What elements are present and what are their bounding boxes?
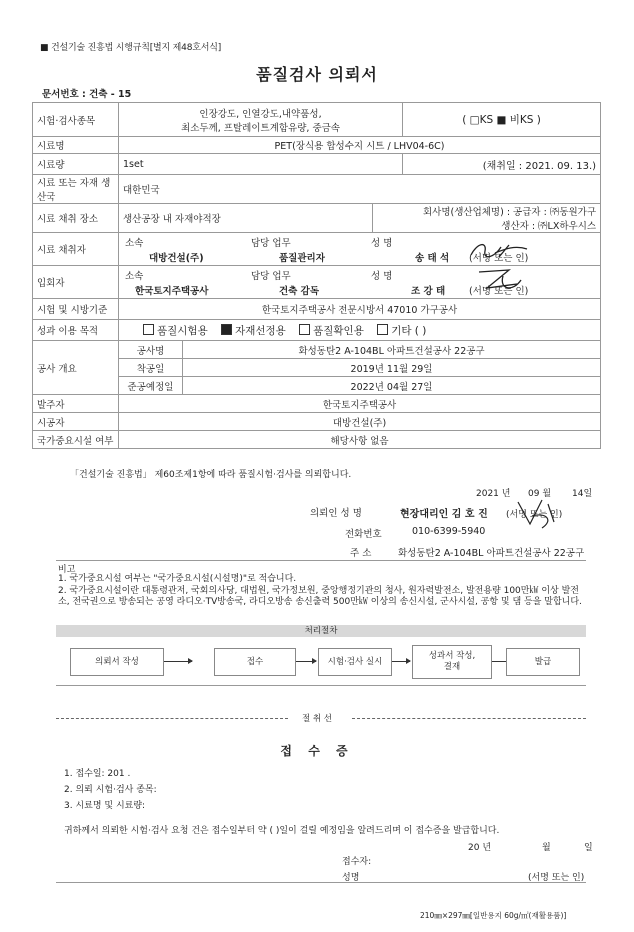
- row-sample-name: [33, 137, 601, 154]
- project-name-label: 공사명: [119, 341, 183, 359]
- purpose-label: 성과 이용 목적: [33, 320, 119, 341]
- remark-1: 1. 국가중요시설 여부는 "국가중요시설(시설명)"로 적습니다.: [58, 574, 297, 584]
- end-date: 2022년 04월 27일: [183, 377, 601, 395]
- row-client: [33, 395, 601, 413]
- request-month: 09 월: [528, 489, 552, 499]
- requester-sign-note: (서명 또는 인): [506, 510, 563, 520]
- process-step-receive: 접수: [214, 648, 296, 676]
- purpose-options: 품질시험용 자재선정용 품질확인용 기타 ( ): [119, 320, 601, 341]
- row-project-end: [33, 377, 601, 395]
- witness-duty: 건축 감독: [279, 286, 320, 297]
- requester-signature: [512, 494, 562, 532]
- receipt-year: 20 년: [468, 843, 492, 853]
- witness-signature: [469, 266, 529, 296]
- row-contractor: [33, 413, 601, 431]
- sampler-name: 송 태 석: [415, 253, 450, 264]
- producer: 생산자 : ㈜LX하우시스: [501, 221, 597, 232]
- row-origin: [33, 175, 601, 204]
- purpose-checkbox-other[interactable]: [377, 324, 388, 335]
- test-items-line2: 최소두께, 프탈레이트계함유량, 중금속: [181, 122, 340, 134]
- receiver-label: 접수자:: [342, 857, 372, 867]
- address-value: 화성동탄2 A-104BL 아파트건설공사 22공구: [398, 548, 585, 559]
- cut-line-right: [352, 718, 586, 719]
- process-step-write: 의뢰서 작성: [70, 648, 164, 676]
- phone-value: 010-6399-5940: [412, 526, 486, 537]
- row-purpose: [33, 320, 601, 341]
- witness-name-label: 성 명: [371, 271, 393, 282]
- receipt-title: 접 수 증: [280, 744, 354, 758]
- cut-line-label: 절 취 선: [301, 714, 333, 724]
- receipt-notice: 귀하께서 의뢰한 시험·검사 요청 건은 접수일부터 약 ( )일이 걸릴 예정임을 알려드리며 이 접수증을 발급합니다.: [64, 826, 500, 836]
- purpose-checkbox-material-selection[interactable]: [221, 324, 232, 335]
- remark-2: 2. 국가중요시설이란 대통령관저, 국회의사당, 대법원, 국가정보원, 중앙행정기관의 청사, 원자력발전소, 발전용량 100만㎾ 이상 발전소, 전국권으로 방송되는 공영 라디오·TV방송국, 라디오방송 송신출력 500만㎾ 이상의 송신시설, 군사시설, 공항 및 댐 등을 말합니다.: [58, 585, 582, 607]
- receipt-day: 일: [584, 843, 593, 853]
- witness-duty-label: 담당 업무: [251, 271, 291, 282]
- witness-label: 입회자: [33, 266, 119, 299]
- remarks-body: [58, 574, 588, 609]
- standard-label: 시험 및 시방기준: [33, 299, 119, 320]
- sampling-date: (채취일 : 2021. 09. 13.): [403, 154, 601, 175]
- paper-spec-footer: 210㎜×297㎜[일반용지 60g/㎡(재활용품)]: [420, 911, 567, 920]
- sampler-signature: [465, 237, 535, 263]
- sampler-org: 대방건설(주): [149, 253, 204, 264]
- row-project-start: [33, 359, 601, 377]
- test-items-value: [119, 103, 403, 137]
- project-name: 화성동탄2 A-104BL 아파트건설공사 22공구: [183, 341, 601, 359]
- sample-qty-label: 시료량: [33, 154, 119, 175]
- client-value: 한국토지주택공사: [119, 395, 601, 413]
- address-label: 주 소: [350, 548, 372, 559]
- process-arrow-1: [164, 661, 192, 662]
- start-date-label: 착공일: [119, 359, 183, 377]
- purpose-checkbox-quality-test[interactable]: [143, 324, 154, 335]
- row-test-items: [33, 103, 601, 137]
- location-label: 시료 채취 장소: [33, 204, 119, 233]
- request-year: 2021 년: [476, 489, 511, 499]
- row-sample-qty: [33, 154, 601, 175]
- requester-label: 의뢰인 성 명: [310, 508, 362, 519]
- ks-option: ( □KS ■ 비KS ): [403, 103, 601, 137]
- important-facility-value: 해당사항 없음: [119, 431, 601, 449]
- request-form-table: [32, 102, 601, 449]
- maker-info: [373, 204, 601, 233]
- row-standard: [33, 299, 601, 320]
- sample-qty-value: 1set: [119, 154, 403, 175]
- phone-label: 전화번호: [345, 529, 382, 540]
- sample-name-label: 시료명: [33, 137, 119, 154]
- sampler-label: 시료 채취자: [33, 233, 119, 266]
- request-statement: 「건설기술 진흥법」 제60조제1항에 따라 품질시험·검사를 의뢰합니다.: [70, 470, 352, 480]
- sampler-name-label: 성 명: [371, 238, 393, 249]
- receiver-name-label: 성명: [342, 873, 360, 883]
- receiver-sign-note: (서명 또는 인): [528, 873, 585, 883]
- sample-name-value: PET(장식용 합성수지 시트 / LHV04-6C): [119, 137, 601, 154]
- witness-name: 조 강 태: [411, 286, 446, 297]
- receipt-month: 월: [542, 843, 551, 853]
- row-project-name: [33, 341, 601, 359]
- sampler-org-label: 소속: [125, 238, 144, 249]
- process-step-report: 성과서 작성, 결재: [412, 645, 492, 679]
- receipt-test-items-line: 2. 의뢰 시험·검사 종목:: [64, 785, 157, 795]
- end-date-label: 준공예정일: [119, 377, 183, 395]
- project-label: 공사 개요: [33, 341, 119, 395]
- standard-value: 한국토지주택공사 전문시방서 47010 가구공사: [119, 299, 601, 320]
- origin-label: 시료 또는 자재 생산국: [33, 175, 119, 204]
- witness-sign-note: (서명 또는 인): [469, 286, 529, 297]
- process-title: 처리절차: [56, 625, 586, 637]
- start-date: 2019년 11월 29일: [183, 359, 601, 377]
- test-items-line1: 인장강도, 인열강도,내약품성,: [199, 108, 322, 120]
- contractor-label: 시공자: [33, 413, 119, 431]
- remarks-title: 비고: [58, 565, 76, 575]
- remarks-top-rule: [56, 560, 586, 561]
- receipt-date-line: 1. 접수일: 201 .: [64, 769, 131, 779]
- request-day: 14일: [572, 489, 593, 499]
- receipt-bottom-rule: [56, 882, 586, 883]
- client-label: 발주자: [33, 395, 119, 413]
- process-arrow-2: [296, 661, 316, 662]
- process-arrow-3: [392, 661, 410, 662]
- sampler-duty: 품질관리자: [279, 253, 325, 264]
- form-reference: ■ 건설기술 진흥법 시행규칙[별지 제48호서식]: [40, 43, 222, 53]
- process-step-issue: 발급: [506, 648, 580, 676]
- row-important-facility: [33, 431, 601, 449]
- process-step-test: 시험·검사 실시: [318, 648, 392, 676]
- sampler-sign-note: (서명 또는 인): [469, 253, 529, 264]
- witness-org-label: 소속: [125, 271, 144, 282]
- row-witness: [33, 266, 601, 299]
- row-location: [33, 204, 601, 233]
- witness-org: 한국토지주택공사: [135, 286, 209, 297]
- purpose-checkbox-quality-check[interactable]: [299, 324, 310, 335]
- sampler-duty-label: 담당 업무: [251, 238, 291, 249]
- process-bottom-rule: [56, 685, 586, 686]
- receipt-sample-line: 3. 시료명 및 시료량:: [64, 801, 146, 811]
- location-value: 생산공장 내 자재야적장: [119, 204, 373, 233]
- requester-name: 현장대리인 김 호 진: [400, 509, 488, 520]
- supplier: 회사명(생산업체명) : 공급자 : ㈜동원가구: [422, 207, 597, 218]
- test-items-label: 시험·검사종목: [33, 103, 119, 137]
- document-number: 문서번호 : 건축 - 15: [42, 89, 132, 100]
- important-facility-label: 국가중요시설 여부: [33, 431, 119, 449]
- contractor-value: 대방건설(주): [119, 413, 601, 431]
- origin-value: 대한민국: [119, 175, 601, 204]
- page-title: 품질검사 의뢰서: [256, 65, 378, 84]
- row-sampler: [33, 233, 601, 266]
